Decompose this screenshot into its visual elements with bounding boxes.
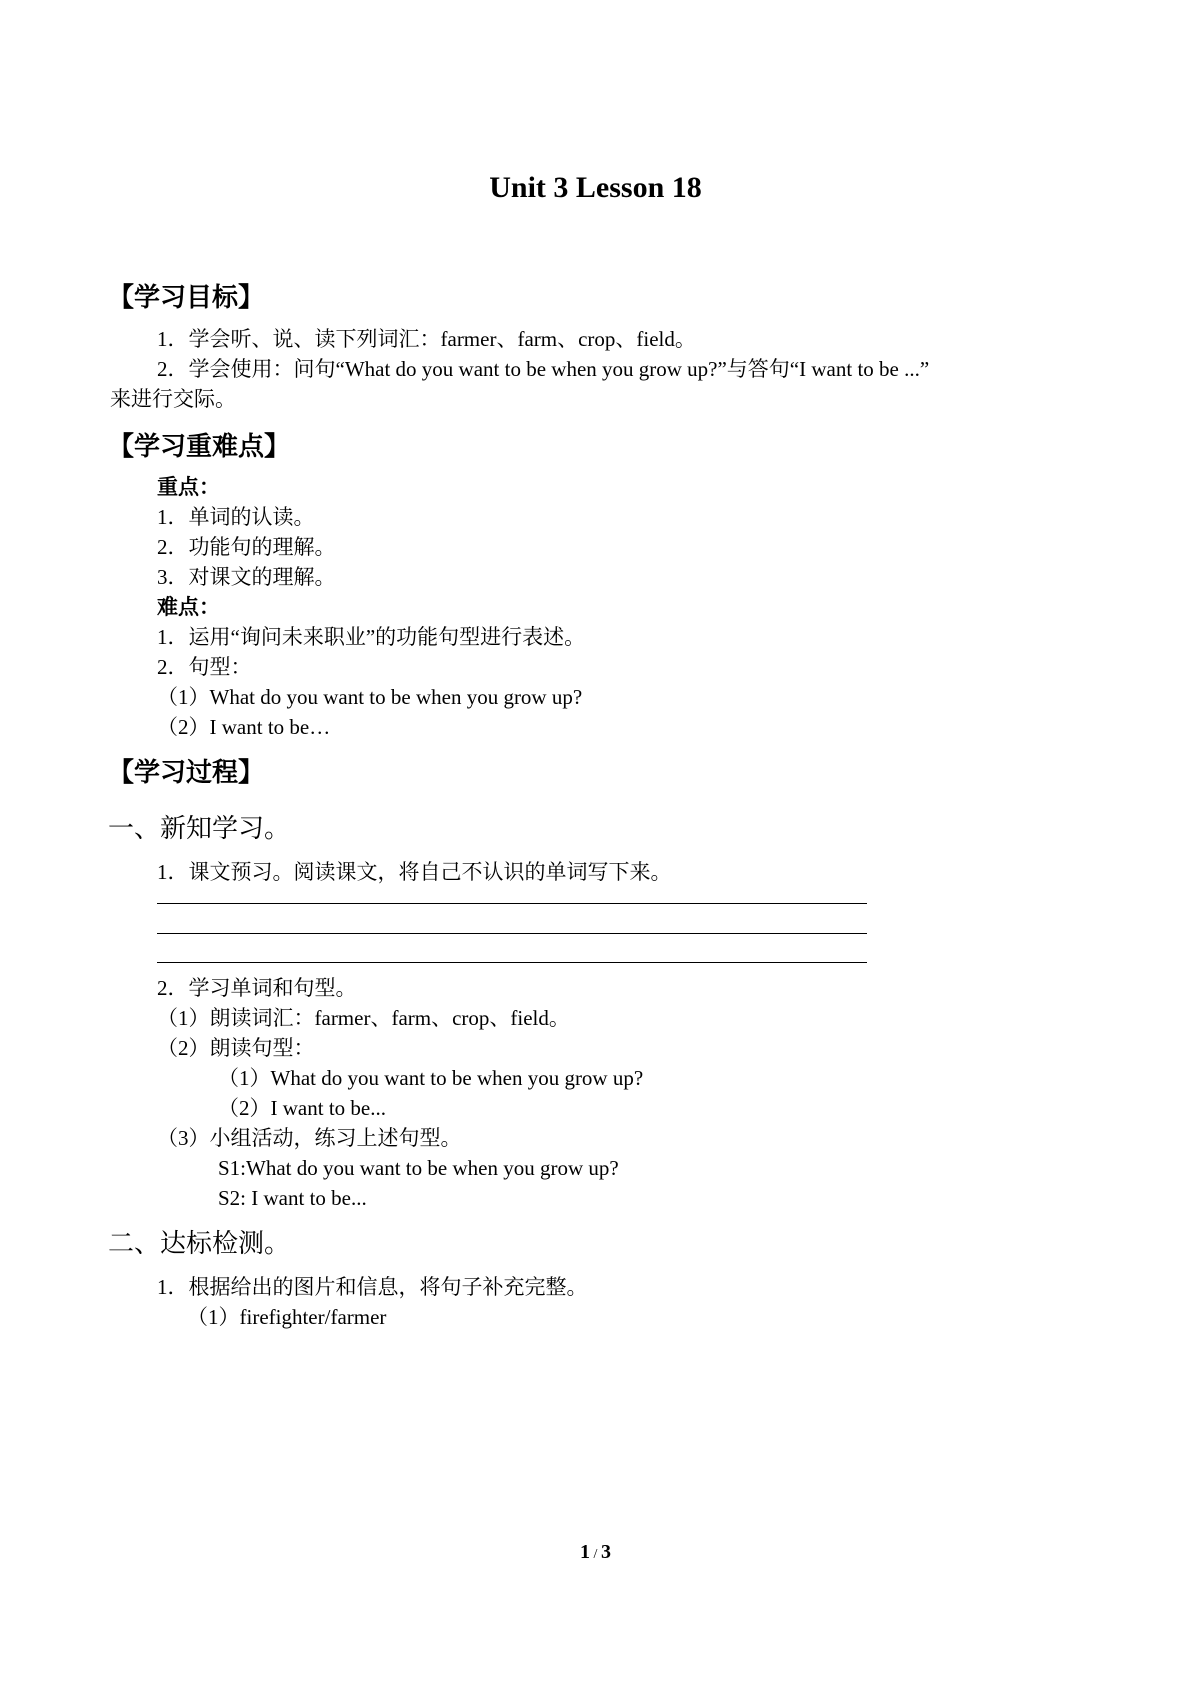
dialog-line-2: S2: I want to be... xyxy=(218,1186,367,1210)
part1-sub-2: （2）朗读句型： xyxy=(157,1036,315,1060)
pattern-2: （2）I want to be… xyxy=(157,715,331,739)
process-heading: 【学习过程】 xyxy=(108,758,265,788)
part1-heading: 一、新知学习。 xyxy=(108,814,291,844)
answer-line-2 xyxy=(157,933,867,934)
part1-item-1: 1．课文预习。阅读课文，将自己不认识的单词写下来。 xyxy=(157,860,672,884)
page-total: 3 xyxy=(600,1541,611,1563)
page-separator: / xyxy=(590,1547,601,1562)
part1-sub-2a: （1）What do you want to be when you grow up? xyxy=(218,1066,644,1090)
part2-heading: 二、达标检测。 xyxy=(108,1229,291,1259)
difficulty-item-1: 1．运用“询问未来职业”的功能句型进行表述。 xyxy=(157,625,586,649)
objective-item-2-cont: 来进行交际。 xyxy=(110,387,236,411)
part1-item-2: 2．学习单词和句型。 xyxy=(157,976,357,1000)
answer-line-3 xyxy=(157,962,867,963)
focus-label: 重点： xyxy=(157,475,220,499)
part1-sub-1: （1）朗读词汇：farmer、farm、crop、field。 xyxy=(157,1006,570,1030)
page-current: 1 xyxy=(580,1541,591,1563)
objectives-heading: 【学习目标】 xyxy=(108,283,265,313)
pattern-1: （1）What do you want to be when you grow up? xyxy=(157,685,583,709)
objective-item-2: 2．学会使用：问句“What do you want to be when you grow up?”与答句“I want to be ...” xyxy=(157,357,930,381)
part2-item-1: 1．根据给出的图片和信息，将句子补充完整。 xyxy=(157,1275,588,1299)
dialog-line-1: S1:What do you want to be when you grow up? xyxy=(218,1156,619,1180)
difficulty-item-2: 2．句型： xyxy=(157,655,252,679)
focus-item-2: 2．功能句的理解。 xyxy=(157,535,336,559)
part1-sub-2b: （2）I want to be... xyxy=(218,1096,386,1120)
focus-item-1: 1．单词的认读。 xyxy=(157,505,315,529)
page-title: Unit 3 Lesson 18 xyxy=(489,171,702,204)
objective-item-1: 1．学会听、说、读下列词汇：farmer、farm、crop、field。 xyxy=(157,327,696,351)
answer-line-1 xyxy=(157,903,867,904)
part2-sub-1: （1）firefighter/farmer xyxy=(187,1305,387,1329)
focus-item-3: 3．对课文的理解。 xyxy=(157,565,336,589)
difficulty-label: 难点： xyxy=(157,595,220,619)
key-points-heading: 【学习重难点】 xyxy=(108,432,291,462)
page-number xyxy=(0,1538,1191,1569)
part1-sub-3: （3）小组活动，练习上述句型。 xyxy=(157,1126,462,1150)
